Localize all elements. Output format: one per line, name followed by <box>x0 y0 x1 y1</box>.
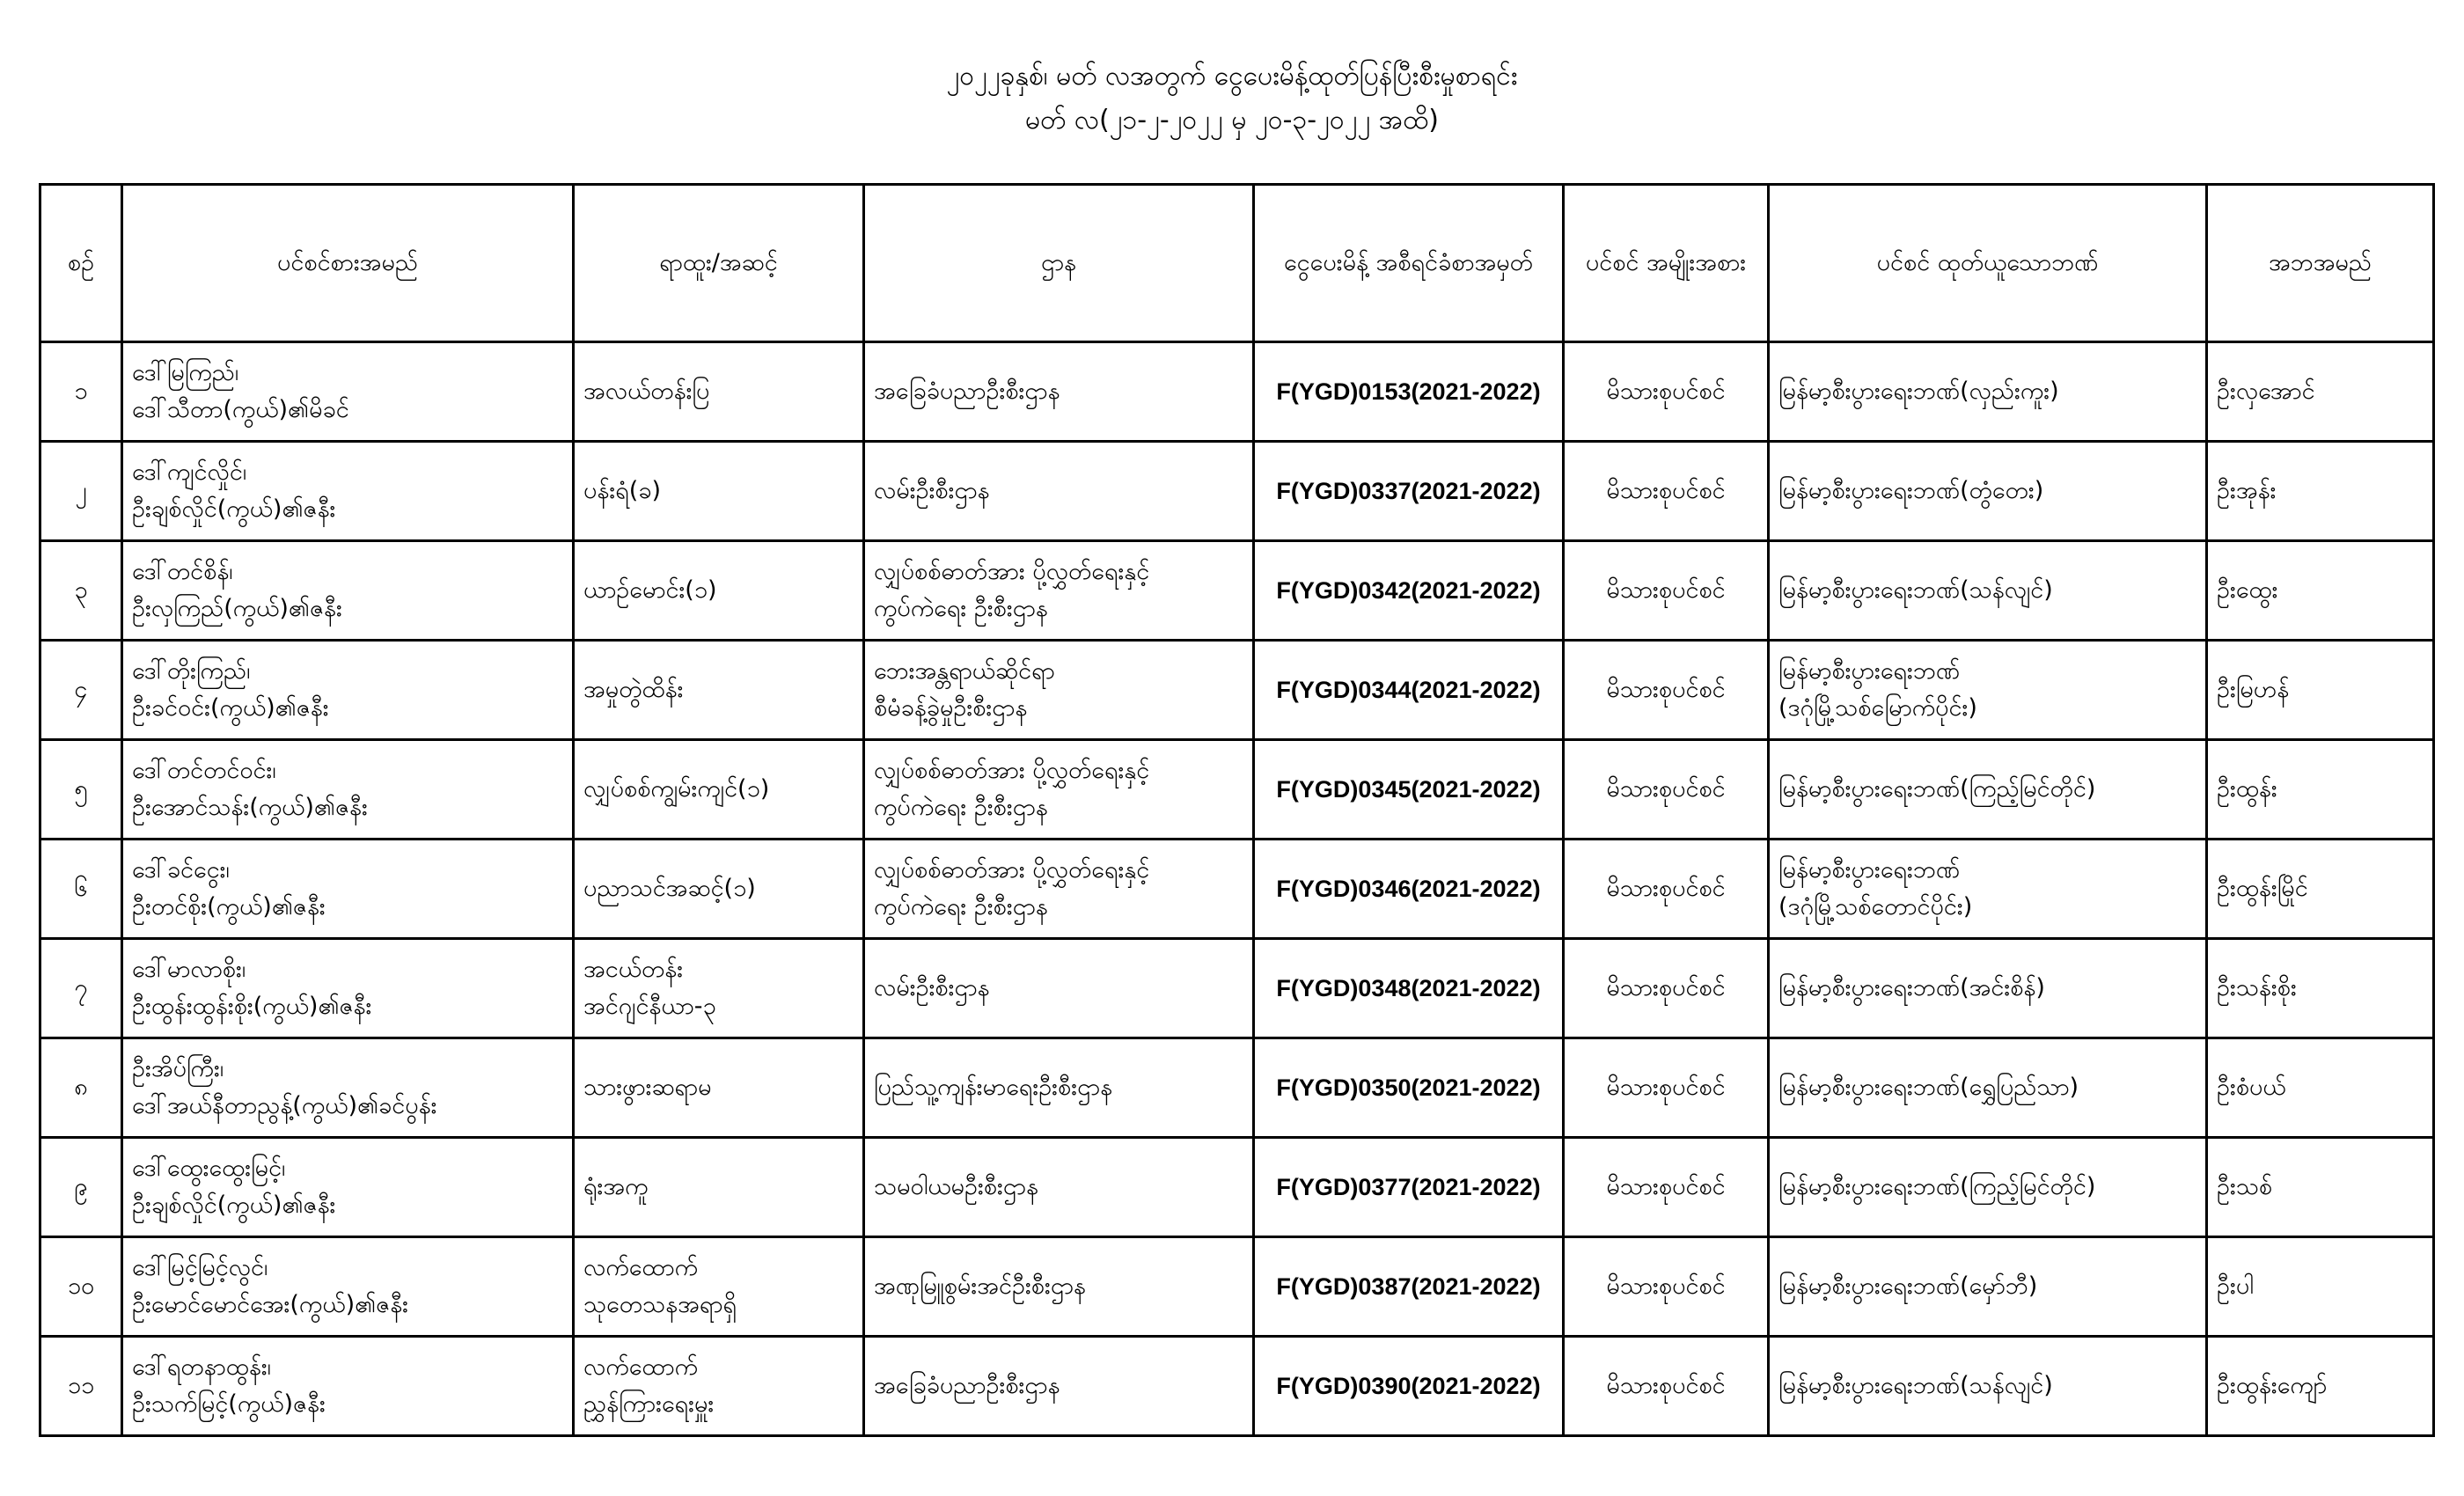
cell-payment-order-no-text: F(YGD)0344(2021-2022) <box>1276 677 1541 703</box>
cell-rank <box>574 641 864 740</box>
cell-bank-text: (ဒဂုံမြို့သစ်မြောက်ပိုင်း) <box>1778 694 1977 722</box>
cell-payment-order-no-text: F(YGD)0348(2021-2022) <box>1276 975 1541 1001</box>
column-header-pensioner-name: ပင်စင်စားအမည် <box>122 185 574 342</box>
cell-bank-text: မြန်မာ့စီးပွားရေးဘဏ်(မှော်ဘီ) <box>1778 1272 2038 1300</box>
cell-no <box>40 740 122 840</box>
cell-department <box>864 541 1254 641</box>
cell-no <box>40 541 122 641</box>
cell-rank <box>574 1138 864 1237</box>
cell-department <box>864 1237 1254 1337</box>
cell-rank-text: ပညာသင်အဆင့်(၁) <box>583 875 756 902</box>
column-header-pension-type: ပင်စင် အမျိုးအစား <box>1564 185 1769 342</box>
cell-department-text: အခြေခံပညာဦးစီးဌာန <box>874 1372 1060 1399</box>
cell-bank <box>1769 939 2207 1038</box>
cell-pension-type <box>1564 541 1769 641</box>
cell-payment-order-no-text: F(YGD)0345(2021-2022) <box>1276 776 1541 803</box>
cell-pension-type-text: မိသားစုပင်စင် <box>1606 1272 1726 1300</box>
cell-rank <box>574 939 864 1038</box>
cell-rank-text: အငယ်တန်း <box>583 956 684 983</box>
cell-rank <box>574 1237 864 1337</box>
cell-no-text: ၃ <box>74 576 88 604</box>
cell-father-name <box>2207 939 2434 1038</box>
column-header-no: စဉ် <box>40 185 122 342</box>
cell-father-name-text: ဦးထွန်းကျော် <box>2217 1372 2328 1399</box>
cell-pensioner-name <box>122 541 574 641</box>
cell-father-name <box>2207 641 2434 740</box>
cell-department-text: လမ်းဦးစီးဌာန <box>874 974 990 1001</box>
column-header-payment-order-no: ငွေပေးမိန့် အစီရင်ခံစာအမှတ် <box>1254 185 1564 342</box>
cell-bank <box>1769 740 2207 840</box>
cell-father-name <box>2207 1337 2434 1436</box>
cell-pensioner-name <box>122 939 574 1038</box>
cell-father-name <box>2207 1038 2434 1138</box>
column-header-rank: ရာထူး/အဆင့် <box>574 185 864 342</box>
cell-pensioner-name <box>122 1237 574 1337</box>
cell-payment-order-no <box>1254 1337 1564 1436</box>
cell-father-name-text: ဦးမြဟန် <box>2217 676 2290 703</box>
table-row <box>40 442 2434 541</box>
cell-father-name-text: ဦးစံပယ် <box>2217 1074 2286 1101</box>
cell-rank <box>574 541 864 641</box>
cell-rank-text: လက်ထောက် <box>583 1353 699 1381</box>
cell-pensioner-name-text: ဒေါ်အယ်နီတာညွန့်(ကွယ်)၏ခင်ပွန်း <box>132 1092 437 1119</box>
cell-no-text: ၁၀ <box>67 1272 95 1300</box>
table-header-row <box>40 185 2434 342</box>
cell-no-text: ၁၁ <box>67 1372 95 1399</box>
cell-rank-text: လျှပ်စစ်ကျွမ်းကျင်(၁) <box>583 775 770 803</box>
cell-pension-type-text: မိသားစုပင်စင် <box>1606 1372 1726 1399</box>
cell-pensioner-name-text: ဦးလှကြည်(ကွယ်)၏ဇနီး <box>132 595 342 622</box>
cell-pensioner-name <box>122 740 574 840</box>
cell-pension-type-text: မိသားစုပင်စင် <box>1606 775 1726 803</box>
cell-pensioner-name <box>122 641 574 740</box>
cell-rank-text: လက်ထောက် <box>583 1254 699 1281</box>
cell-payment-order-no-text: F(YGD)0377(2021-2022) <box>1276 1174 1541 1200</box>
table-row <box>40 1038 2434 1138</box>
cell-father-name-text: ဦးထွန်းမြိုင် <box>2217 875 2308 902</box>
cell-rank-text: အမှုတွဲထိန်း <box>583 676 684 703</box>
cell-bank-text: မြန်မာ့စီးပွားရေးဘဏ်(ကြည့်မြင်တိုင်) <box>1778 775 2096 803</box>
cell-bank-text: မြန်မာ့စီးပွားရေးဘဏ်(ရွှေပြည်သာ) <box>1778 1074 2079 1101</box>
title-line-2: မတ် လ(၂၁-၂-၂၀၂၂ မှ ၂၀-၃-၂၀၂၂ အထိ) <box>1024 105 1439 136</box>
cell-no-text: ၇ <box>74 974 88 1001</box>
cell-payment-order-no <box>1254 1237 1564 1337</box>
cell-no-text: ၈ <box>74 1074 88 1101</box>
cell-bank <box>1769 1138 2207 1237</box>
cell-father-name <box>2207 1138 2434 1237</box>
cell-rank-text: အလယ်တန်းပြ <box>583 378 710 405</box>
cell-bank-text: မြန်မာ့စီးပွားရေးဘဏ်(တွံတေး) <box>1778 477 2044 504</box>
cell-rank-text: ယာဉ်မောင်း(၁) <box>583 576 717 604</box>
cell-bank <box>1769 840 2207 939</box>
cell-no <box>40 1038 122 1138</box>
cell-pension-type <box>1564 840 1769 939</box>
cell-payment-order-no-text: F(YGD)0153(2021-2022) <box>1276 378 1541 405</box>
cell-payment-order-no-text: F(YGD)0337(2021-2022) <box>1276 478 1541 504</box>
cell-pension-type-text: မိသားစုပင်စင် <box>1606 974 1726 1001</box>
cell-pension-type-text: မိသားစုပင်စင် <box>1606 378 1726 405</box>
cell-department-text: ကွပ်ကဲရေး ဦးစီးဌာန <box>874 794 1048 821</box>
pension-register-table <box>39 183 2435 1437</box>
cell-payment-order-no-text: F(YGD)0387(2021-2022) <box>1276 1273 1541 1300</box>
cell-no <box>40 342 122 442</box>
table-row <box>40 641 2434 740</box>
cell-bank-text: မြန်မာ့စီးပွားရေးဘဏ် <box>1778 856 1961 884</box>
cell-no <box>40 1237 122 1337</box>
cell-pensioner-name-text: ဦးခင်ဝင်း(ကွယ်)၏ဇနီး <box>132 694 329 722</box>
cell-pensioner-name-text: ဒေါ်ထွေးထွေးမြင့်၊ <box>132 1155 286 1182</box>
cell-father-name-text: ဦးလှအောင် <box>2217 378 2315 405</box>
table-row <box>40 342 2434 442</box>
cell-pensioner-name-text: ဦးအိပ်ကြီး၊ <box>132 1055 224 1082</box>
cell-no <box>40 939 122 1038</box>
cell-rank-text: ရုံးအကူ <box>583 1173 649 1200</box>
cell-bank <box>1769 1038 2207 1138</box>
cell-no-text: ၉ <box>74 1173 88 1200</box>
cell-bank <box>1769 442 2207 541</box>
cell-department <box>864 1138 1254 1237</box>
cell-father-name <box>2207 541 2434 641</box>
cell-bank-text: မြန်မာ့စီးပွားရေးဘဏ် <box>1778 657 1961 685</box>
cell-father-name-text: ဦးအုန်း <box>2217 477 2277 504</box>
cell-department-text: သမဝါယမဦးစီးဌာန <box>874 1173 1038 1200</box>
cell-rank <box>574 740 864 840</box>
cell-pension-type-text: မိသားစုပင်စင် <box>1606 576 1726 604</box>
cell-bank-text: မြန်မာ့စီးပွားရေးဘဏ်(သန်လျင်) <box>1778 1372 2053 1399</box>
cell-no <box>40 840 122 939</box>
cell-pensioner-name-text: ဦးထွန်းထွန်းစိုး(ကွယ်)၏ဇနီး <box>132 993 372 1020</box>
cell-payment-order-no-text: F(YGD)0342(2021-2022) <box>1276 577 1541 604</box>
cell-pensioner-name-text: ဦးချစ်လှိုင်(ကွယ်)၏ဇနီး <box>132 1192 336 1219</box>
cell-payment-order-no <box>1254 541 1564 641</box>
cell-department-text: လမ်းဦးစီးဌာန <box>874 477 990 504</box>
cell-department <box>864 442 1254 541</box>
cell-pensioner-name <box>122 1337 574 1436</box>
cell-no-text: ၁ <box>74 378 88 405</box>
cell-pension-type-text: မိသားစုပင်စင် <box>1606 477 1726 504</box>
table-body <box>40 342 2434 1436</box>
cell-rank <box>574 442 864 541</box>
cell-no-text: ၂ <box>75 477 87 504</box>
cell-father-name <box>2207 1237 2434 1337</box>
cell-pensioner-name-text: ဦးသက်မြင့်(ကွယ်)ဇနီး <box>132 1390 326 1418</box>
cell-pensioner-name-text: ဒေါ်သီတာ(ကွယ်)၏မိခင် <box>132 396 349 423</box>
cell-pensioner-name-text: ဦးမောင်မောင်အေး(ကွယ်)၏ဇနီး <box>132 1291 409 1318</box>
cell-pension-type <box>1564 442 1769 541</box>
cell-father-name <box>2207 840 2434 939</box>
cell-father-name-text: ဦးသစ် <box>2217 1173 2273 1200</box>
cell-bank <box>1769 1337 2207 1436</box>
cell-department <box>864 840 1254 939</box>
cell-department-text: လျှပ်စစ်ဓာတ်အား ပို့လွှတ်ရေးနှင့် <box>874 558 1150 585</box>
cell-rank-text: ပန်းရံ(ခ) <box>583 477 661 504</box>
cell-rank-text: အင်ဂျင်နီယာ-၃ <box>583 993 716 1020</box>
table-row <box>40 541 2434 641</box>
cell-father-name-text: ဦးသန်းစိုး <box>2217 974 2297 1001</box>
cell-no <box>40 442 122 541</box>
cell-bank-text: (ဒဂုံမြို့သစ်တောင်ပိုင်း) <box>1778 893 1973 920</box>
cell-bank-text: မြန်မာ့စီးပွားရေးဘဏ်(သန်လျင်) <box>1778 576 2053 604</box>
cell-pensioner-name-text: ဒေါ်မြင့်မြင့်လွင်၊ <box>132 1254 268 1281</box>
cell-rank <box>574 840 864 939</box>
cell-bank-text: မြန်မာ့စီးပွားရေးဘဏ်(ကြည့်မြင်တိုင်) <box>1778 1173 2096 1200</box>
cell-pensioner-name-text: ဒေါ်မာလာစိုး၊ <box>132 956 246 983</box>
cell-pensioner-name-text: ဦးအောင်သန်း(ကွယ်)၏ဇနီး <box>132 794 368 821</box>
table-row <box>40 1237 2434 1337</box>
cell-pensioner-name-text: ဒေါ်တင်တင်ဝင်း၊ <box>132 757 276 784</box>
column-header-father-name: အဘအမည် <box>2207 185 2434 342</box>
table-row <box>40 1337 2434 1436</box>
cell-father-name-text: ဦးထွန်း <box>2217 775 2277 803</box>
cell-pension-type <box>1564 342 1769 442</box>
table-row <box>40 1138 2434 1237</box>
cell-pension-type <box>1564 1138 1769 1237</box>
cell-father-name-text: ဦးထွေး <box>2217 576 2278 604</box>
cell-bank-text: မြန်မာ့စီးပွားရေးဘဏ်(အင်းစိန်) <box>1778 974 2045 1001</box>
cell-pensioner-name <box>122 1138 574 1237</box>
cell-pension-type <box>1564 641 1769 740</box>
column-header-department: ဌာန <box>864 185 1254 342</box>
cell-pensioner-name <box>122 840 574 939</box>
cell-no <box>40 641 122 740</box>
cell-father-name-text: ဦးပါ <box>2217 1272 2254 1300</box>
cell-no-text: ၆ <box>74 875 88 902</box>
cell-payment-order-no <box>1254 1038 1564 1138</box>
cell-payment-order-no-text: F(YGD)0350(2021-2022) <box>1276 1074 1541 1101</box>
cell-father-name <box>2207 342 2434 442</box>
table-row <box>40 740 2434 840</box>
cell-payment-order-no <box>1254 840 1564 939</box>
cell-pensioner-name <box>122 342 574 442</box>
cell-rank-text: သုတေသနအရာရှိ <box>583 1291 737 1318</box>
cell-pensioner-name-text: ဒေါ်ခင်ငွေး၊ <box>132 856 230 884</box>
cell-pensioner-name <box>122 1038 574 1138</box>
cell-rank-text: သားဖွားဆရာမ <box>583 1074 712 1101</box>
cell-department-text: စီမံခန့်ခွဲမှုဦးစီးဌာန <box>874 694 1028 722</box>
cell-pensioner-name-text: ဒေါ်မြကြည်၊ <box>132 359 239 386</box>
table-row <box>40 840 2434 939</box>
cell-department-text: ကွပ်ကဲရေး ဦးစီးဌာန <box>874 595 1048 622</box>
cell-no <box>40 1337 122 1436</box>
cell-no-text: ၄ <box>74 676 88 703</box>
cell-no-text: ၅ <box>74 775 88 803</box>
cell-pension-type <box>1564 1038 1769 1138</box>
cell-pensioner-name-text: ဦးတင်စိုး(ကွယ်)၏ဇနီး <box>132 893 326 920</box>
cell-payment-order-no <box>1254 442 1564 541</box>
cell-payment-order-no <box>1254 342 1564 442</box>
cell-pension-type-text: မိသားစုပင်စင် <box>1606 1173 1726 1200</box>
cell-rank <box>574 1038 864 1138</box>
cell-department <box>864 740 1254 840</box>
cell-pension-type-text: မိသားစုပင်စင် <box>1606 875 1726 902</box>
cell-pensioner-name-text: ဒေါ်တိုးကြည်၊ <box>132 657 251 685</box>
cell-pension-type-text: မိသားစုပင်စင် <box>1606 1074 1726 1101</box>
cell-bank <box>1769 641 2207 740</box>
column-header-bank: ပင်စင် ထုတ်ယူသောဘဏ် <box>1769 185 2207 342</box>
cell-rank <box>574 1337 864 1436</box>
cell-pensioner-name-text: ဒေါ်ကျင်လှိုင်၊ <box>132 458 247 486</box>
cell-payment-order-no <box>1254 1138 1564 1237</box>
cell-department <box>864 939 1254 1038</box>
cell-pension-type <box>1564 740 1769 840</box>
cell-department <box>864 1337 1254 1436</box>
cell-no <box>40 1138 122 1237</box>
cell-pensioner-name-text: ဦးချစ်လှိုင်(ကွယ်)၏ဇနီး <box>132 495 336 523</box>
cell-pensioner-name <box>122 442 574 541</box>
cell-payment-order-no <box>1254 641 1564 740</box>
cell-rank-text: ညွှန်ကြားရေးမှူး <box>583 1390 715 1418</box>
cell-bank <box>1769 541 2207 641</box>
cell-department-text: အခြေခံပညာဦးစီးဌာန <box>874 378 1060 405</box>
cell-payment-order-no <box>1254 740 1564 840</box>
document-title <box>0 55 2464 143</box>
cell-bank <box>1769 342 2207 442</box>
cell-pension-type <box>1564 1237 1769 1337</box>
cell-department-text: အဏုမြူစွမ်းအင်ဦးစီးဌာန <box>874 1272 1086 1300</box>
cell-pensioner-name-text: ဒေါ်ရတနာထွန်း၊ <box>132 1353 271 1381</box>
cell-department <box>864 641 1254 740</box>
cell-department <box>864 1038 1254 1138</box>
cell-department-text: ဘေးအန္တရာယ်ဆိုင်ရာ <box>874 657 1055 685</box>
cell-pension-type <box>1564 1337 1769 1436</box>
cell-department-text: ကွပ်ကဲရေး ဦးစီးဌာန <box>874 893 1048 920</box>
cell-rank <box>574 342 864 442</box>
cell-pension-type-text: မိသားစုပင်စင် <box>1606 676 1726 703</box>
cell-department <box>864 342 1254 442</box>
cell-father-name <box>2207 740 2434 840</box>
cell-department-text: လျှပ်စစ်ဓာတ်အား ပို့လွှတ်ရေးနှင့် <box>874 757 1150 784</box>
cell-payment-order-no <box>1254 939 1564 1038</box>
cell-bank-text: မြန်မာ့စီးပွားရေးဘဏ်(လှည်းကူး) <box>1778 378 2059 405</box>
cell-department-text: ပြည်သူ့ကျန်းမာရေးဦးစီးဌာန <box>874 1074 1113 1101</box>
cell-payment-order-no-text: F(YGD)0346(2021-2022) <box>1276 876 1541 902</box>
cell-bank <box>1769 1237 2207 1337</box>
title-line-1: ၂၀၂၂ခုနှစ်၊ မတ် လအတွက် ငွေပေးမိန့်ထုတ်ပြန်ပြီးစီးမှုစာရင်း <box>946 61 1518 92</box>
cell-pension-type <box>1564 939 1769 1038</box>
table-row <box>40 939 2434 1038</box>
cell-pensioner-name-text: ဒေါ်တင်စိန်၊ <box>132 558 233 585</box>
cell-payment-order-no-text: F(YGD)0390(2021-2022) <box>1276 1373 1541 1399</box>
cell-father-name <box>2207 442 2434 541</box>
cell-department-text: လျှပ်စစ်ဓာတ်အား ပို့လွှတ်ရေးနှင့် <box>874 856 1150 884</box>
